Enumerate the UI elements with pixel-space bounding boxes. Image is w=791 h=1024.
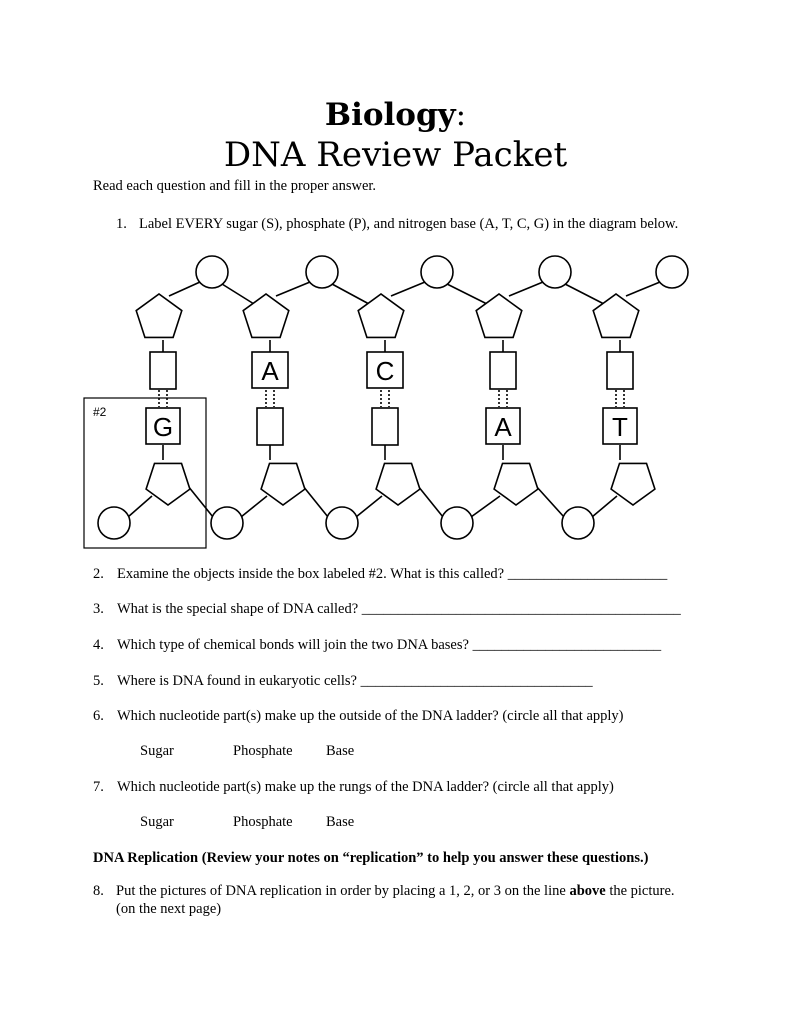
backbone-line xyxy=(188,486,213,517)
backbone-line xyxy=(241,496,267,517)
backbone-line xyxy=(509,282,543,296)
backbone-line xyxy=(128,496,152,517)
sugar-pentagon xyxy=(261,463,305,505)
backbone-line xyxy=(626,282,660,296)
question-text: What is the special shape of DNA called? ____________________________________________ xyxy=(117,601,681,617)
options-q6 xyxy=(140,743,354,760)
question-6 xyxy=(93,707,624,725)
sugar-pentagon xyxy=(476,294,522,337)
base-rect xyxy=(150,352,176,389)
sugar-pentagon xyxy=(358,294,404,337)
question-text: Which type of chemical bonds will join the two DNA bases? __________________________ xyxy=(117,637,662,653)
question-8 xyxy=(93,882,693,918)
question-2 xyxy=(93,565,667,583)
option-sugar[interactable]: Sugar xyxy=(140,743,174,759)
question-number: 5. xyxy=(93,673,104,689)
phosphate-circle xyxy=(326,507,358,539)
phosphate-circle xyxy=(306,256,338,288)
sugar-pentagon xyxy=(146,463,190,505)
option-base[interactable]: Base xyxy=(326,814,355,830)
backbone-line xyxy=(391,282,425,296)
question-4 xyxy=(93,636,661,654)
option-phosphate[interactable]: Phosphate xyxy=(233,814,293,830)
phosphate-circle xyxy=(441,507,473,539)
phosphate-circle xyxy=(539,256,571,288)
question-3 xyxy=(93,600,681,618)
sugar-pentagon xyxy=(376,463,420,505)
base-letter: T xyxy=(612,412,628,442)
question-text: Where is DNA found in eukaryotic cells? ________________________________ xyxy=(117,673,593,689)
backbone-line xyxy=(356,496,382,517)
phosphate-circle xyxy=(656,256,688,288)
question-number: 7. xyxy=(93,779,104,795)
phosphate-circle xyxy=(211,507,243,539)
backbone-line xyxy=(303,486,328,517)
sugar-pentagon xyxy=(136,294,182,337)
base-letter: A xyxy=(494,412,512,442)
backbone-line xyxy=(565,284,604,304)
option-base[interactable]: Base xyxy=(326,743,355,759)
phosphate-circle xyxy=(196,256,228,288)
phosphate-circle xyxy=(421,256,453,288)
sugar-pentagon xyxy=(593,294,639,337)
title-bold: Biology xyxy=(324,97,456,133)
phosphate-circle xyxy=(562,507,594,539)
question-number: 8. xyxy=(93,883,104,899)
base-rect xyxy=(257,408,283,445)
base-letter: G xyxy=(152,412,174,442)
backbone-line xyxy=(592,496,617,517)
question-5 xyxy=(93,672,593,690)
title-colon: : xyxy=(455,97,467,133)
backbone-line xyxy=(471,496,500,517)
section-heading: DNA Replication (Review your notes on “replication” to help you answer these questions.) xyxy=(93,850,649,866)
backbone-line xyxy=(276,282,310,296)
question-number: 2. xyxy=(93,566,104,582)
question-number: 3. xyxy=(93,601,104,617)
title-subtitle: DNA Review Packet xyxy=(223,135,568,175)
question-7 xyxy=(93,778,614,796)
instructions: Read each question and fill in the proper answer. xyxy=(93,178,377,194)
question-text: Examine the objects inside the box labeled #2. What is this called? ______________________ xyxy=(117,566,668,582)
base-rect xyxy=(372,408,398,445)
backbone-line xyxy=(418,486,443,517)
option-sugar[interactable]: Sugar xyxy=(140,814,174,830)
base-rect xyxy=(490,352,516,389)
question-text: Label EVERY sugar (S), phosphate (P), and nitrogen base (A, T, C, G) in the diagram below. xyxy=(139,216,679,232)
question-text: Which nucleotide part(s) make up the rungs of the DNA ladder? (circle all that apply) xyxy=(117,779,614,795)
sugar-pentagon xyxy=(494,463,538,505)
base-rect xyxy=(607,352,633,389)
options-q7 xyxy=(140,814,354,831)
backbone-line xyxy=(222,284,254,304)
backbone-line xyxy=(169,282,200,296)
backbone-line xyxy=(332,284,369,304)
box-2-label: #2 xyxy=(93,405,107,419)
phosphate-circle xyxy=(98,507,130,539)
sugar-pentagon xyxy=(611,463,655,505)
question-number: 6. xyxy=(93,708,104,724)
base-letter: C xyxy=(375,356,395,386)
backbone-line xyxy=(447,284,487,304)
option-phosphate[interactable]: Phosphate xyxy=(233,743,293,759)
question-text: Which nucleotide part(s) make up the outside of the DNA ladder? (circle all that apply) xyxy=(117,708,624,724)
base-letter: A xyxy=(261,356,279,386)
backbone-line xyxy=(536,486,564,517)
question-number: 1. xyxy=(116,216,127,232)
sugar-pentagon xyxy=(243,294,289,337)
question-number: 4. xyxy=(93,637,104,653)
question-text: Put the pictures of DNA replication in order by placing a 1, 2, or 3 on the line above the picture. (on the next page) xyxy=(116,883,675,917)
